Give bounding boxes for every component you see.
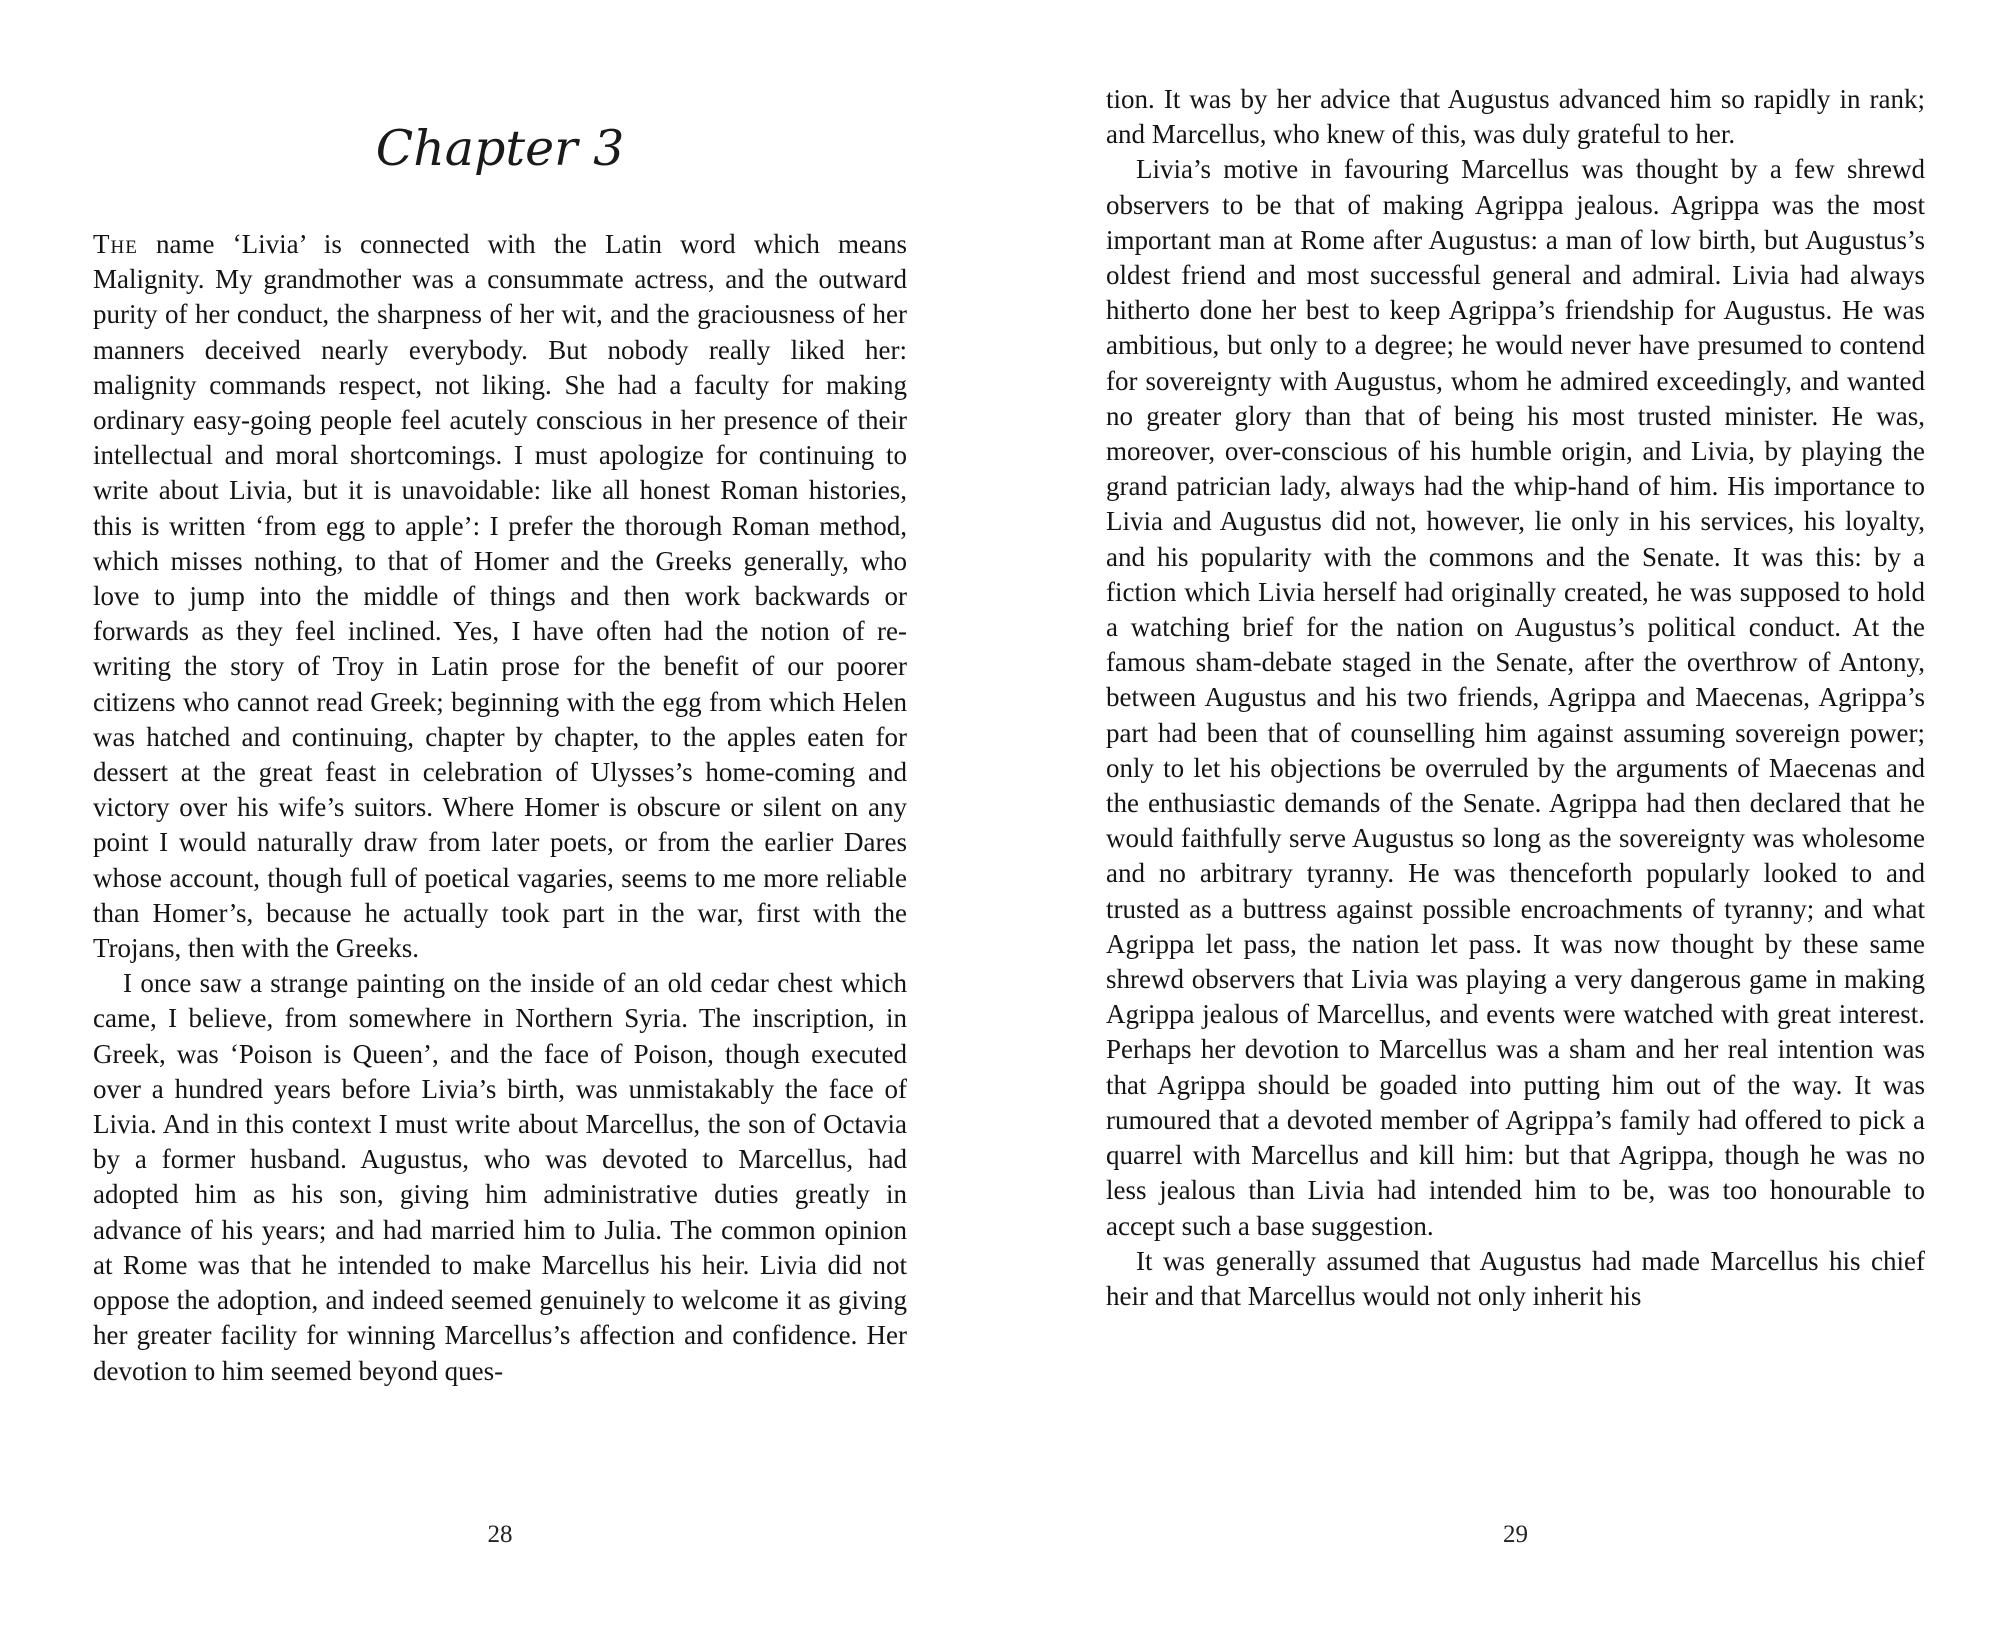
right-page xyxy=(1106,0,1925,1638)
paragraph: Livia’s motive in favouring Marcellus was thought by a few shrewd observers to be that of making Agrippa jealous. Agrippa was the most important man at Rome after Augustus: a man of low birth, but Augustus’s oldest friend and most successful general and admiral. Livia had always hitherto done her best to keep Agrippa’s friendship for Augustus. He was ambitious, but only to a degree; he would never have presumed to contend for sovereignty with Augustus, whom he admired exceedingly, and wanted no greater glory than that of being his most trusted minister. He was, moreover, over-conscious of his humble origin, and Livia, by playing the grand patrician lady, always had the whip-hand of him. His importance to Livia and Augustus did not, however, lie only in his services, his loyalty, and his popularity with the commons and the Senate. It was this: by a fiction which Livia herself had originally created, he was supposed to hold a watching brief for the nation on Augustus’s political conduct. At the famous sham-debate staged in the Senate, after the overthrow of Antony, between Augustus and his two friends, Agrippa and Maecenas, Agrippa’s part had been that of counselling him against assuming sovereign power; only to let his objections be overruled by the arguments of Maecenas and the enthusiastic demands of the Senate. Agrippa had then declared that he would faithfully serve Augustus so long as the sovereignty was wholesome and no arbitrary tyranny. He was thenceforth popularly looked to and trusted as a buttress against possible encroachments of tyranny; and what Agrippa let pass, the nation let pass. It was now thought by these same shrewd observers that Livia was playing a very dangerous game in making Agrippa jealous of Marcellus, and events were watched with great interest. Perhaps her devotion to Marcellus was a sham and her real intention was that Agrippa should be goaded into putting him out of the way. It was rumoured that a devoted member of Agrippa’s family had offered to pick a quarrel with Marcellus and kill him: but that Agrippa, though he was no less jealous than Livia had intended him to be, was too honourable to accept such a base suggestion. xyxy=(1106,154,1925,1241)
paragraph xyxy=(93,227,907,966)
paragraph: tion. It was by her advice that Augustus advanced him so rapidly in rank; and Marcellus, who knew of this, was duly grateful to her. xyxy=(1106,84,1925,150)
paragraph: I once saw a strange painting on the inside of an old cedar chest which came, I believe, from somewhere in Northern Syria. The inscription, in Greek, was ‘Poison is Queen’, and the face of Poison, though executed over a hundred years before Livia’s birth, was unmistakably the face of Livia. And in this context I must write about Marcellus, the son of Octavia by a former husband. Augustus, who was devoted to Marcellus, had adopted him as his son, giving him administrative duties greatly in advance of his years; and had married him to Julia. The common opinion at Rome was that he intended to make Marcellus his heir. Livia did not oppose the adoption, and indeed seemed genuinely to welcome it as giving her greater facility for winning Marcellus’s affection and confidence. Her devotion to him seemed beyond ques- xyxy=(93,968,907,1386)
paragraph: It was generally assumed that Augustus had made Marcellus his chief heir and that Marcellus would not only inherit his xyxy=(1106,1245,1925,1311)
paragraph-lead-word: The xyxy=(93,229,138,259)
left-page-body xyxy=(93,227,907,1389)
page-number: 29 xyxy=(1503,1521,1528,1548)
left-page xyxy=(93,0,907,1638)
paragraph-text: name ‘Livia’ is connected with the Latin word which means Malignity. My grandmother was a consummate actress, and the outward purity of her conduct, the sharpness of her wit, and the graciousness of her manners deceived nearly everybody. But nobody really liked her: malignity commands respect, not liking. She had a faculty for making ordinary easy-going people feel acutely conscious in her presence of their intellectual and moral shortcomings. I must apologize for continuing to write about Livia, but it is unavoidable: like all honest Roman histories, this is written ‘from egg to apple’: I prefer the thorough Roman method, which misses nothing, to that of Homer and the Greeks generally, who love to jump into the middle of things and then work backwards or forwards as they feel inclined. Yes, I have often had the notion of re-writing the story of Troy in Latin prose for the benefit of our poorer citizens who cannot read Greek; beginning with the egg from which Helen was hatched and continuing, chapter by chapter, to the apples eaten for dessert at the great feast in celebration of Ulysses’s home-coming and victory over his wife’s suitors. Where Homer is obscure or silent on any point I would naturally draw from later poets, or from the earlier Dares whose account, though full of poetical vagaries, seems to me more reliable than Homer’s, because he actually took part in the war, first with the Trojans, then with the Greeks. xyxy=(93,229,907,964)
page-number: 28 xyxy=(487,1521,513,1548)
right-page-body xyxy=(1106,82,1925,1314)
chapter-title: Chapter 3 xyxy=(375,120,625,177)
